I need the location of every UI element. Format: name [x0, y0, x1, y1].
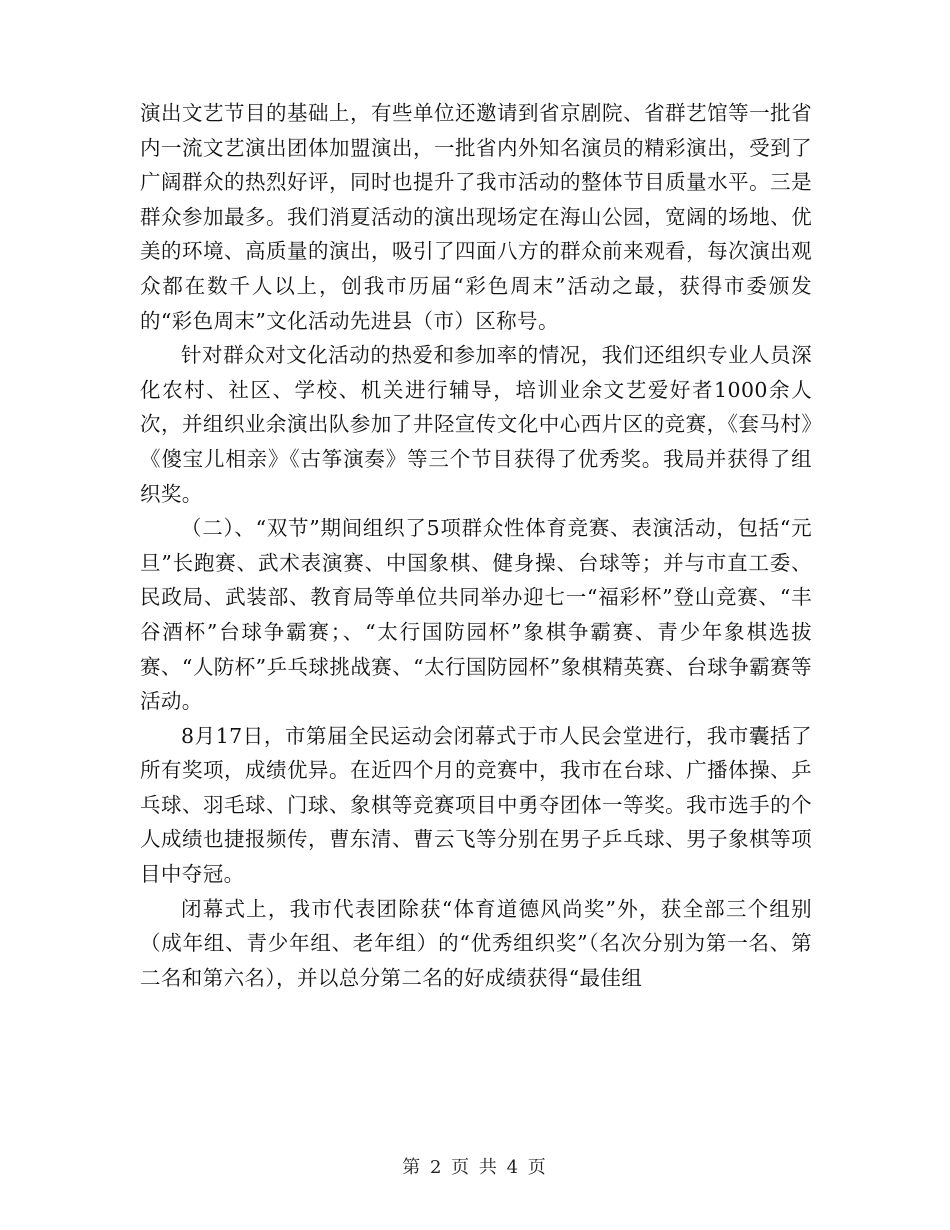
- paragraph-4: 8月17日，市第届全民运动会闭幕式于市人民会堂进行，我市囊括了所有奖项，成绩优异。在近四个月的竞赛中，我市在台球、广播体操、乒乓球、羽毛球、门球、象棋等竞赛项目中勇夺团体一等奖。我市选手的个人成绩也捷报频传，曹东清、曹云飞等分别在男子乒乓球、男子象棋等项目中夺冠。: [140, 723, 812, 887]
- page-number-footer: 第 2 页 共 4 页: [402, 1157, 548, 1178]
- paragraph-5: 闭幕式上，我市代表团除获“体育道德风尚奖”外，获全部三个组别（成年组、青少年组、老年组）的“优秀组织奖”（名次分别为第一名、第二名和第六名），并以总分第二名的好成绩获得“最佳组: [140, 896, 812, 990]
- paragraph-1: 演出文艺节目的基础上，有些单位还邀请到省京剧院、省群艺馆等一批省内一流文艺演出团体加盟演出，一批省内外知名演员的精彩演出，受到了广阔群众的热烈好评，同时也提升了我市活动的整体节目质量水平。三是群众参加最多。我们消夏活动的演出现场定在海山公园，宽阔的场地、优美的环境、高质量的演出，吸引了四面八方的群众前来观看，每次演出观众都在数千人以上，创我市历届“彩色周末”活动之最，获得市委颁发的“彩色周末”文化活动先进县（市）区称号。: [140, 101, 812, 333]
- document-body: [140, 96, 812, 995]
- paragraph-3: （二）、“双节”期间组织了5项群众性体育竞赛、表演活动，包括“元旦”长跑赛、武术表演赛、中国象棋、健身操、台球等；并与市直工委、民政局、武装部、教育局等单位共同举办迎七一“福彩杯”登山竞赛、“丰谷酒杯”台球争霸赛；、“太行国防园杯”象棋争霸赛、青少年象棋选拔赛、“人防杯”乒乓球挑战赛、“太行国防园杯”象棋精英赛、台球争霸赛等活动。: [140, 516, 812, 714]
- paragraph-2: 针对群众对文化活动的热爱和参加率的情况，我们还组织专业人员深化农村、社区、学校、机关进行辅导，培训业余文艺爱好者1000余人次，并组织业余演出队参加了井陉宣传文化中心西片区的竞赛，《套马村》《傻宝儿相亲》《古筝演奏》等三个节目获得了优秀奖。我局并获得了组织奖。: [140, 343, 812, 506]
